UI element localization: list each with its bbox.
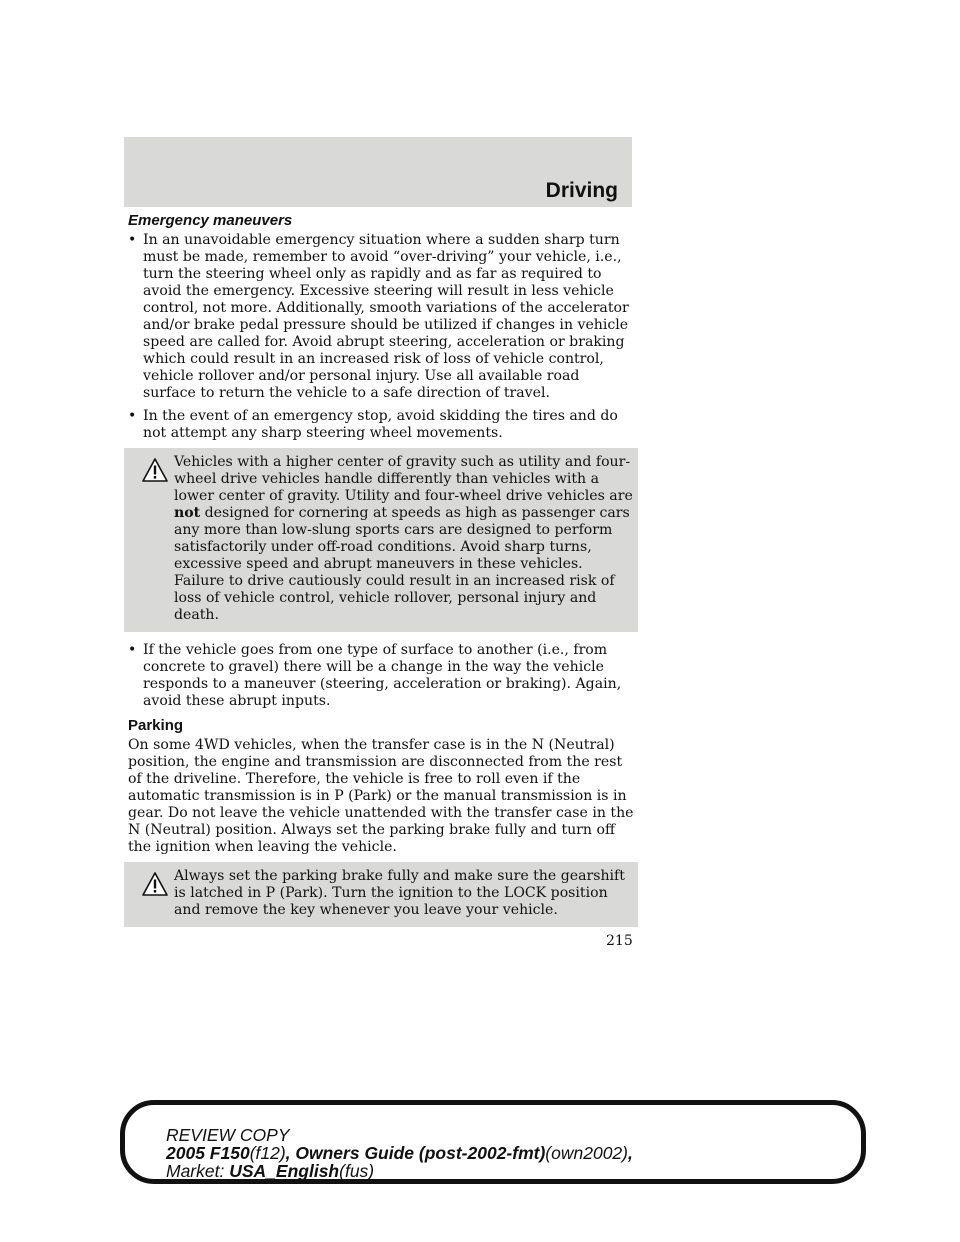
warning-emphasis: not bbox=[174, 505, 201, 521]
bullet-item bbox=[128, 232, 634, 402]
emergency-heading: Emergency maneuvers bbox=[128, 212, 293, 229]
warning-text bbox=[128, 868, 634, 919]
warning-text-start: Vehicles with a higher center of gravity such as utility and four-wheel drive vehicles handle differently than vehicles with a lower center of gravity. Utility and four-wheel drive vehicles are bbox=[174, 454, 633, 504]
page-number: 215 bbox=[606, 933, 633, 949]
section-title: Driving bbox=[545, 179, 618, 202]
guide-name: , Owners Guide (post-2002-fmt) bbox=[285, 1143, 546, 1163]
warning-text bbox=[128, 454, 634, 624]
model-code: (f12) bbox=[249, 1143, 286, 1163]
warning-box bbox=[124, 448, 638, 632]
model-name: 2005 F150 bbox=[166, 1143, 250, 1163]
review-line: REVIEW COPY bbox=[166, 1125, 290, 1145]
market-code: (fus) bbox=[339, 1161, 375, 1181]
warning-triangle-icon bbox=[142, 458, 168, 482]
bullet-text: In an unavoidable emergency situation where a sudden sharp turn must be made, remember to avoid “over-driving” your vehicle, i.e., turn the steering wheel only as rapidly and as far as required to avoid the emergency. Excessive steering will result in less vehicle control, not more. Additionally, smooth variations of the accelerator and/or brake pedal pressure should be utilized if changes in vehicle speed are called for. Avoid abrupt steering, acceleration or braking which could result in an increased risk of loss of vehicle control, vehicle rollover and/or personal injury. Use all available road surface to return the vehicle to a safe direction of travel. bbox=[143, 232, 629, 401]
bullet-text: In the event of an emergency stop, avoid skidding the tires and do not attempt any sharp steering wheel movements. bbox=[143, 408, 618, 441]
review-copy-text bbox=[166, 1126, 633, 1180]
warning-box bbox=[124, 862, 638, 927]
bullet-item bbox=[128, 408, 634, 442]
parking-heading: Parking bbox=[128, 717, 184, 734]
comma: , bbox=[628, 1143, 633, 1163]
parking-paragraph: On some 4WD vehicles, when the transfer case is in the N (Neutral) position, the engine and transmission are disconnected from the rest of the driveline. Therefore, the vehicle is free to roll even if the automatic transmission is in P (Park) or the manual transmission is in gear. Do not leave the vehicle unattended with the transfer case in the N (Neutral) position. Always set the parking brake fully and turn off the ignition when leaving the vehicle. bbox=[128, 737, 634, 855]
bullet-text: If the vehicle goes from one type of surface to another (i.e., from concrete to gravel) there will be a change in the way the vehicle responds to a maneuver (steering, acceleration or braking). Again, avoid these abrupt inputs. bbox=[143, 642, 622, 709]
parking-warning-text: Always set the parking brake fully and make sure the gearshift is latched in P (Park). Turn the ignition to the LOCK position and remove the key whenever you leave your vehicle. bbox=[174, 868, 625, 918]
warning-triangle-icon bbox=[142, 872, 168, 896]
guide-code: (own2002) bbox=[545, 1143, 628, 1163]
document-line bbox=[166, 1144, 633, 1162]
market-label: Market: bbox=[166, 1161, 225, 1181]
bullet-item bbox=[128, 642, 634, 710]
bullet-marker: • bbox=[128, 232, 137, 248]
page-content bbox=[128, 211, 634, 937]
warning-text-end: designed for cornering at speeds as high as passenger cars any more than low-slung sports cars are designed to perform satisfactorily under off-road conditions. Avoid sharp turns, excessive speed and abrupt maneuvers in these vehicles. Failure to drive cautiously could result in an increased risk of loss of vehicle control, vehicle rollover, personal injury and death. bbox=[174, 505, 630, 623]
market-line bbox=[166, 1162, 633, 1180]
bullet-marker: • bbox=[128, 408, 137, 424]
section-header-band bbox=[124, 137, 632, 207]
bullet-marker: • bbox=[128, 642, 137, 658]
market-value: USA_English bbox=[229, 1161, 340, 1181]
